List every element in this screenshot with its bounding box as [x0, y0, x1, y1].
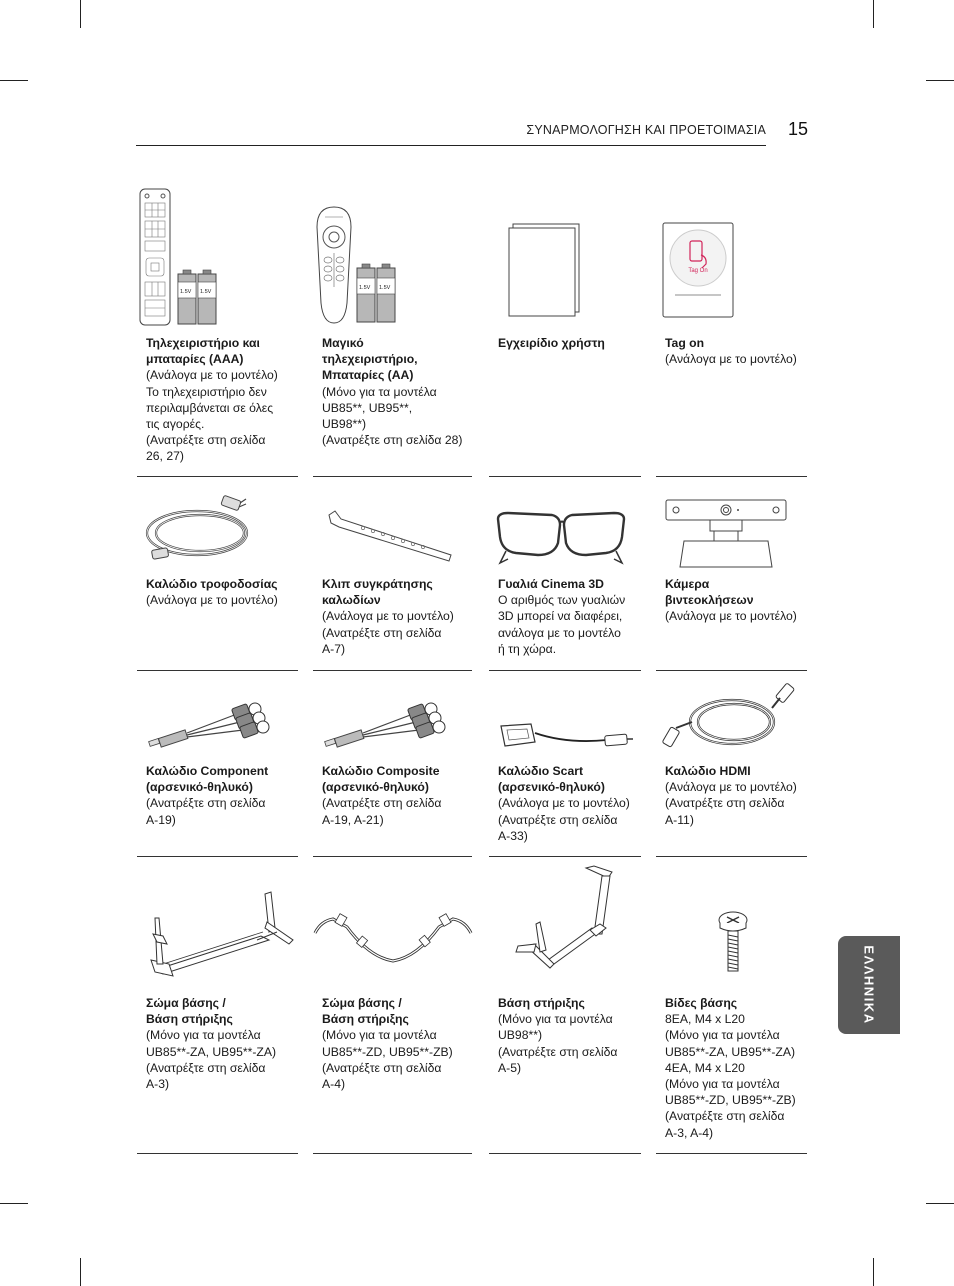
item-divider	[313, 856, 472, 857]
item-stand-body-za	[137, 864, 298, 1154]
item-divider	[656, 476, 807, 477]
item-component-cable	[137, 678, 298, 857]
item-cable-holder	[313, 485, 472, 671]
item-name: Τηλεχειριστήριο και μπαταρίες (AAA)	[146, 336, 260, 367]
video-camera-image	[664, 497, 789, 572]
item-magic-remote	[313, 180, 472, 477]
cable-holder-image	[323, 505, 458, 565]
item-divider	[656, 856, 807, 857]
item-divider	[489, 856, 641, 857]
item-divider	[137, 670, 298, 671]
item-description: 8EA, M4 x L20 (Μόνο για τα μοντέλα UB85**-ZA, UB95**-ZA) 4EA, M4 x L20 (Μόνο για τα μοντέλα UB85**-ZD, UB95**-ZB) (Ανατρέξτε στη σελίδα A-3, A-4)	[665, 1012, 796, 1140]
header-rule	[136, 145, 766, 146]
item-hdmi-cable	[656, 678, 807, 857]
item-divider	[489, 476, 641, 477]
3d-glasses-image	[494, 507, 629, 567]
item-name: Καλώδιο Scart (αρσενικό-θηλυκό)	[498, 764, 605, 795]
item-description: (Ανατρέξτε στη σελίδα A-19)	[146, 796, 266, 827]
battery-label: 1.5V	[180, 289, 192, 295]
tag-on-logo-text: Tag On	[688, 268, 708, 274]
item-description: (Μόνο για τα μοντέλα UB85**-ZD, UB95**-ZB) (Ανατρέξτε στη σελίδα A-4)	[322, 1028, 453, 1092]
stand-base-ub98-image	[514, 864, 619, 972]
item-video-camera	[656, 485, 807, 671]
item-name: Σώμα βάσης / Βάση στήριξης	[322, 996, 409, 1027]
language-tab	[838, 936, 900, 1034]
item-power-cord	[137, 485, 298, 671]
item-description: (Ανάλογα με το μοντέλο)	[665, 609, 797, 624]
remote-control-image	[137, 186, 227, 331]
item-divider	[489, 670, 641, 671]
item-name: Γυαλιά Cinema 3D	[498, 577, 604, 591]
crop-mark	[873, 1258, 874, 1286]
item-description: Ο αριθμός των γυαλιών 3D μπορεί να διαφέρει, ανάλογα με το μοντέλο ή τη χώρα.	[498, 593, 626, 656]
magic-remote-image	[313, 205, 405, 330]
stand-body-zd-image	[313, 909, 473, 969]
battery-label: 1.5V	[379, 285, 391, 291]
item-divider	[656, 670, 807, 671]
item-divider	[656, 1153, 807, 1154]
item-description: (Μόνο για τα μοντέλα UB85**, UB95**, UB98**) (Ανατρέξτε στη σελίδα 28)	[322, 384, 463, 448]
item-divider	[137, 856, 298, 857]
tag-on-image	[661, 221, 737, 321]
item-name: Καλώδιο HDMI	[665, 764, 751, 778]
crop-mark	[80, 1258, 81, 1286]
item-description: (Μόνο για τα μοντέλα UB98**) (Ανατρέξτε στη σελίδα A-5)	[498, 1012, 618, 1075]
stand-screws-image	[716, 910, 750, 975]
section-title: ΣΥΝΑΡΜΟΛΟΓΗΣΗ ΚΑΙ ΠΡΟΕΤΟΙΜΑΣΙΑ	[526, 123, 766, 137]
item-name: Εγχειρίδιο χρήστη	[498, 336, 605, 350]
composite-cable-image	[323, 702, 453, 757]
item-divider	[137, 1153, 298, 1154]
crop-mark	[0, 80, 28, 81]
stand-body-za-image	[145, 884, 295, 984]
crop-mark	[80, 0, 81, 28]
item-3d-glasses	[489, 485, 641, 671]
item-description: (Ανάλογα με το μοντέλο) (Ανατρέξτε στη σελίδα A-33)	[498, 796, 630, 843]
page-number: 15	[788, 119, 809, 139]
item-tag-on	[656, 180, 807, 477]
item-description: (Ανάλογα με το μοντέλο) (Ανατρέξτε στη σελίδα A-11)	[665, 780, 797, 827]
item-description: (Ανατρέξτε στη σελίδα A-19, A-21)	[322, 796, 442, 827]
item-composite-cable	[313, 678, 472, 857]
item-description: (Ανάλογα με το μοντέλο)	[665, 352, 797, 367]
item-name: Κλιπ συγκράτησης καλωδίων	[322, 577, 433, 608]
item-divider	[313, 670, 472, 671]
crop-mark	[926, 80, 954, 81]
scart-cable-image	[497, 716, 637, 756]
battery-label: 1.5V	[359, 285, 371, 291]
language-tab-label: ΕΛΛΗΝΙΚΑ	[861, 945, 877, 1025]
crop-mark	[0, 1203, 28, 1204]
item-divider	[137, 476, 298, 477]
power-cord-image	[142, 493, 267, 568]
item-name: Σώμα βάσης / Βάση στήριξης	[146, 996, 233, 1027]
item-remote-control	[137, 180, 298, 477]
item-scart-cable	[489, 678, 641, 857]
item-name: Βάση στήριξης	[498, 996, 585, 1010]
crop-mark	[873, 0, 874, 28]
item-stand-base-ub98	[489, 864, 641, 1154]
component-cable-image	[147, 702, 277, 757]
item-divider	[489, 1153, 641, 1154]
item-name: Βίδες βάσης	[665, 996, 738, 1010]
battery-label: 1.5V	[200, 289, 212, 295]
item-description: (Ανάλογα με το μοντέλο) Το τηλεχειριστήριο δεν περιλαμβάνεται σε όλες τις αγορές. (Ανατρέξτε στη σελίδα 26, 27)	[146, 368, 278, 464]
item-name: Κάμερα βιντεοκλήσεων	[665, 577, 754, 608]
crop-mark	[926, 1203, 954, 1204]
item-description: (Ανάλογα με το μοντέλο) (Ανατρέξτε στη σελίδα A-7)	[322, 609, 454, 656]
item-user-manual	[489, 180, 641, 477]
item-description: (Ανάλογα με το μοντέλο)	[146, 593, 278, 608]
item-name: Tag on	[665, 336, 705, 350]
hdmi-cable-image	[662, 678, 807, 756]
item-description: (Μόνο για τα μοντέλα UB85**-ZA, UB95**-ZA) (Ανατρέξτε στη σελίδα A-3)	[146, 1028, 277, 1092]
item-stand-body-zd	[313, 864, 472, 1154]
item-divider	[313, 476, 472, 477]
item-name: Καλώδιο τροφοδοσίας	[146, 577, 278, 591]
item-name: Καλώδιο Composite (αρσενικό-θηλυκό)	[322, 764, 440, 795]
user-manual-image	[504, 222, 584, 317]
item-stand-screws	[656, 864, 807, 1154]
item-name: Μαγικό τηλεχειριστήριο, Μπαταρίες (AA)	[322, 336, 418, 383]
item-name: Καλώδιο Component (αρσενικό-θηλυκό)	[146, 764, 269, 795]
item-divider	[313, 1153, 472, 1154]
